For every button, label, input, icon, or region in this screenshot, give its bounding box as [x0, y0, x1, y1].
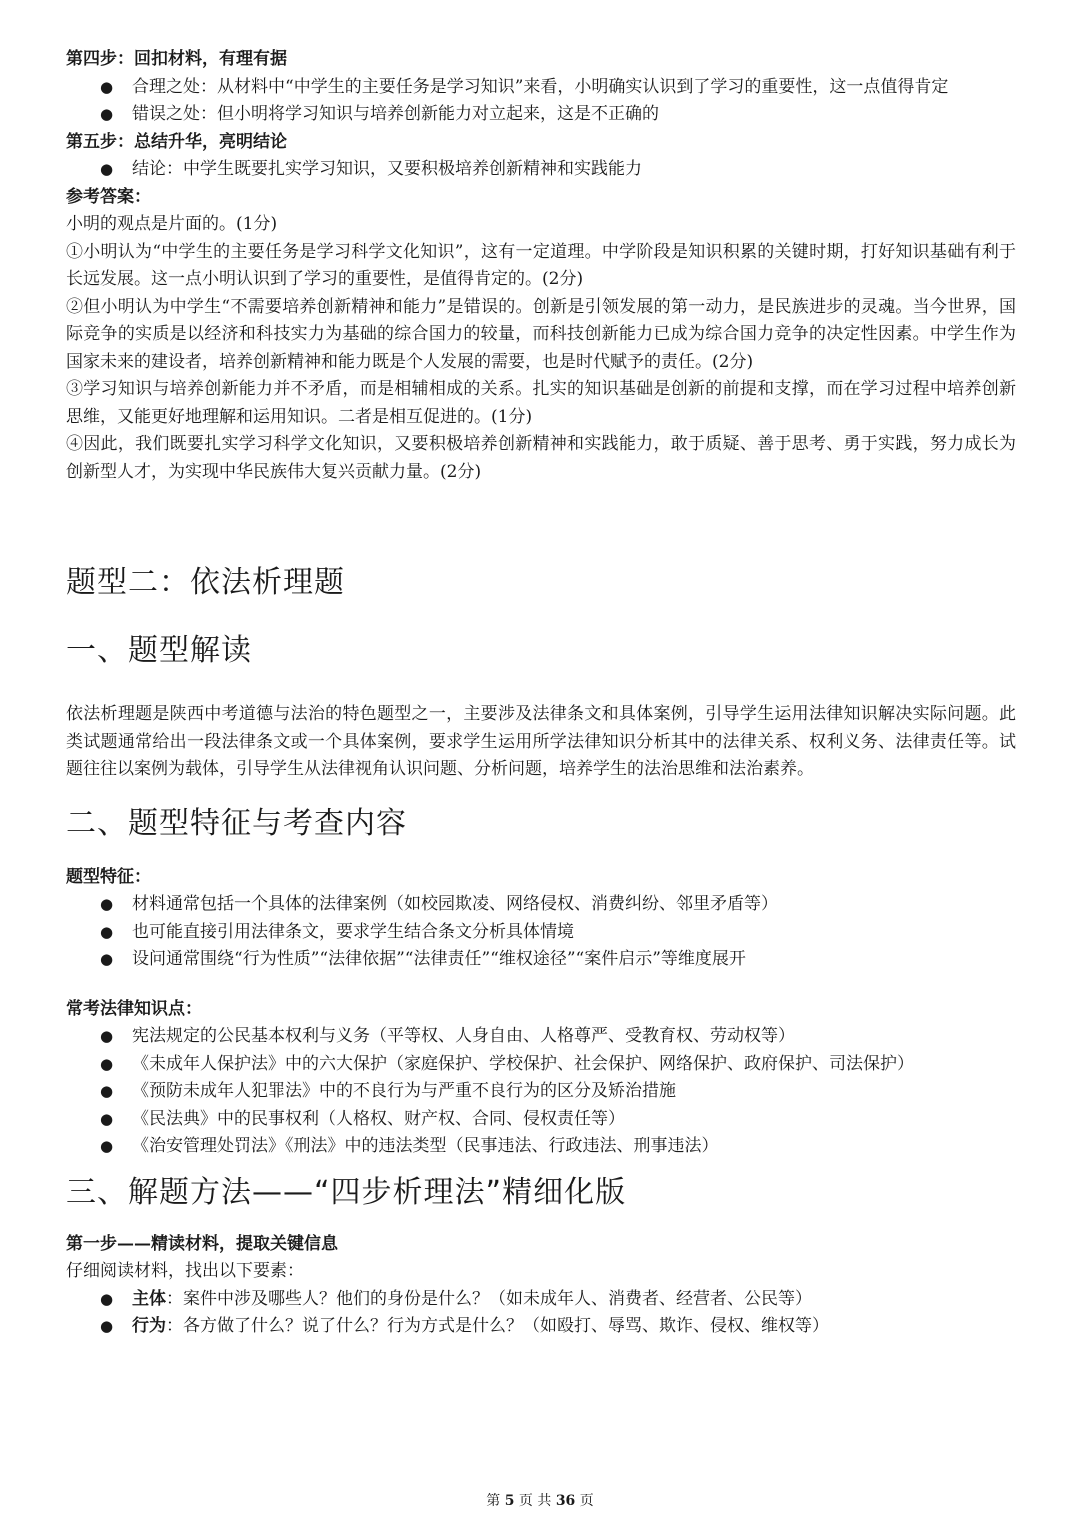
step1-title: 第一步——精读材料，提取关键信息 — [66, 1233, 338, 1254]
page-number: 5 — [504, 1493, 515, 1509]
features-list — [66, 891, 1016, 974]
bullet-icon: ● — [100, 1317, 114, 1335]
bullet-icon: ● — [100, 1082, 114, 1100]
step5-list — [66, 156, 1016, 184]
step4-title: 第四步：回扣材料，有理有据 — [66, 49, 287, 69]
bullet-icon: ● — [100, 950, 114, 968]
list-item: ● 合理之处：从材料中“中学生的主要任务是学习知识”来看，小明确实认识到了学习的重要性，这一点值得肯定 — [66, 74, 1016, 102]
list-item: ● 错误之处：但小明将学习知识与培养创新能力对立起来，这是不正确的 — [66, 101, 1016, 129]
bullet-icon: ● — [100, 1027, 114, 1045]
step4-list — [66, 74, 1016, 129]
section1-text: 依法析理题是陕西中考道德与法治的特色题型之一，主要涉及法律条文和具体案例，引导学生运用法律知识解决实际问题。此类试题通常给出一段法律条文或一个具体案例，要求学生运用所学法律知识分析其中的法律关系、权利义务、法律责任等。试题往往以案例为载体，引导学生从法律视角认识问题、分析问题，培养学生的法治思维和法治素养。 — [66, 704, 1016, 779]
step1-list — [66, 1286, 1016, 1341]
list-item: ● 《未成年人保护法》中的六大保护（家庭保护、学校保护、社会保护、网络保护、政府保护、司法保护） — [66, 1051, 1016, 1079]
page-total: 36 — [555, 1493, 576, 1509]
knowledge-title: 常考法律知识点： — [66, 998, 202, 1019]
bullet-icon: ● — [100, 105, 114, 123]
list-item: ● 主体：案件中涉及哪些人？他们的身份是什么？（如未成年人、消费者、经营者、公民等） — [66, 1286, 1016, 1314]
section2-heading: 二、题型特征与考查内容 — [66, 805, 407, 841]
bullet-icon: ● — [100, 1054, 114, 1073]
list-item: ● 结论：中学生既要扎实学习知识，又要积极培养创新精神和实践能力 — [66, 156, 1016, 184]
step1-intro: 仔细阅读材料，找出以下要素： — [66, 1261, 304, 1281]
bullet-icon: ● — [100, 922, 114, 941]
type2-heading: 题型二：依法析理题 — [66, 565, 345, 600]
list-item: ● 《民法典》中的民事权利（人格权、财产权、合同、侵权责任等） — [66, 1106, 1016, 1134]
features-title: 题型特征： — [66, 866, 151, 887]
answer-paragraph: ①小明认为“中学生的主要任务是学习科学文化知识”，这有一定道理。中学阶段是知识积累的关键时期，打好知识基础有利于长远发展。这一点小明认识到了学习的重要性，是值得肯定的。(2分) — [66, 241, 1016, 289]
list-item: ● 《预防未成年人犯罪法》中的不良行为与严重不良行为的区分及矫治措施 — [66, 1078, 1016, 1106]
knowledge-list — [66, 1023, 1016, 1161]
list-item: ● 设问通常围绕“行为性质”“法律依据”“法律责任”“维权途径”“案件启示”等维度展开 — [66, 946, 1016, 974]
answer-paragraph: ③学习知识与培养创新能力并不矛盾，而是相辅相成的关系。扎实的知识基础是创新的前提和支撑，而在学习过程中培养创新思维，又能更好地理解和运用知识。二者是相互促进的。(1分) — [66, 379, 1016, 427]
step5-title: 第五步：总结升华，亮明结论 — [66, 131, 287, 152]
bullet-icon: ● — [100, 1137, 114, 1155]
section3-heading: 三、解题方法——“四步析理法”精细化版 — [66, 1174, 627, 1210]
bullet-icon: ● — [100, 1289, 114, 1308]
bullet-icon: ● — [100, 160, 114, 178]
list-item: ● 行为：各方做了什么？说了什么？行为方式是什么？（如殴打、辱骂、欺诈、侵权、维权等） — [66, 1313, 1016, 1341]
answer-paragraph: 小明的观点是片面的。(1分) — [66, 214, 278, 234]
answer-paragraph: ④因此，我们既要扎实学习科学文化知识，又要积极培养创新精神和实践能力，敢于质疑、善于思考、勇于实践，努力成长为创新型人才，为实现中华民族伟大复兴贡献力量。(2分) — [66, 434, 1016, 482]
answer-title: 参考答案： — [66, 186, 151, 207]
page-footer: 第 5 页 共 36 页 — [486, 1493, 594, 1509]
answer-paragraph: ②但小明认为中学生“不需要培养创新精神和能力”是错误的。创新是引领发展的第一动力，是民族进步的灵魂。当今世界，国际竞争的实质是以经济和科技实力为基础的综合国力的较量，而科技创新能力已成为综合国力竞争的决定性因素。中学生作为国家未来的建设者，培养创新精神和能力既是个人发展的需要，也是时代赋予的责任。(2分) — [66, 296, 1016, 372]
document-page — [66, 46, 1016, 1341]
bullet-icon: ● — [100, 1109, 114, 1128]
bullet-icon: ● — [100, 895, 114, 913]
list-item: ● 宪法规定的公民基本权利与义务（平等权、人身自由、人格尊严、受教育权、劳动权等） — [66, 1023, 1016, 1051]
bullet-icon: ● — [100, 77, 114, 96]
section1-heading: 一、题型解读 — [66, 633, 252, 668]
list-item: ● 《治安管理处罚法》《刑法》中的违法类型（民事违法、行政违法、刑事违法） — [66, 1133, 1016, 1161]
list-item: ● 也可能直接引用法律条文，要求学生结合条文分析具体情境 — [66, 919, 1016, 947]
list-item: ● 材料通常包括一个具体的法律案例（如校园欺凌、网络侵权、消费纠纷、邻里矛盾等） — [66, 891, 1016, 919]
